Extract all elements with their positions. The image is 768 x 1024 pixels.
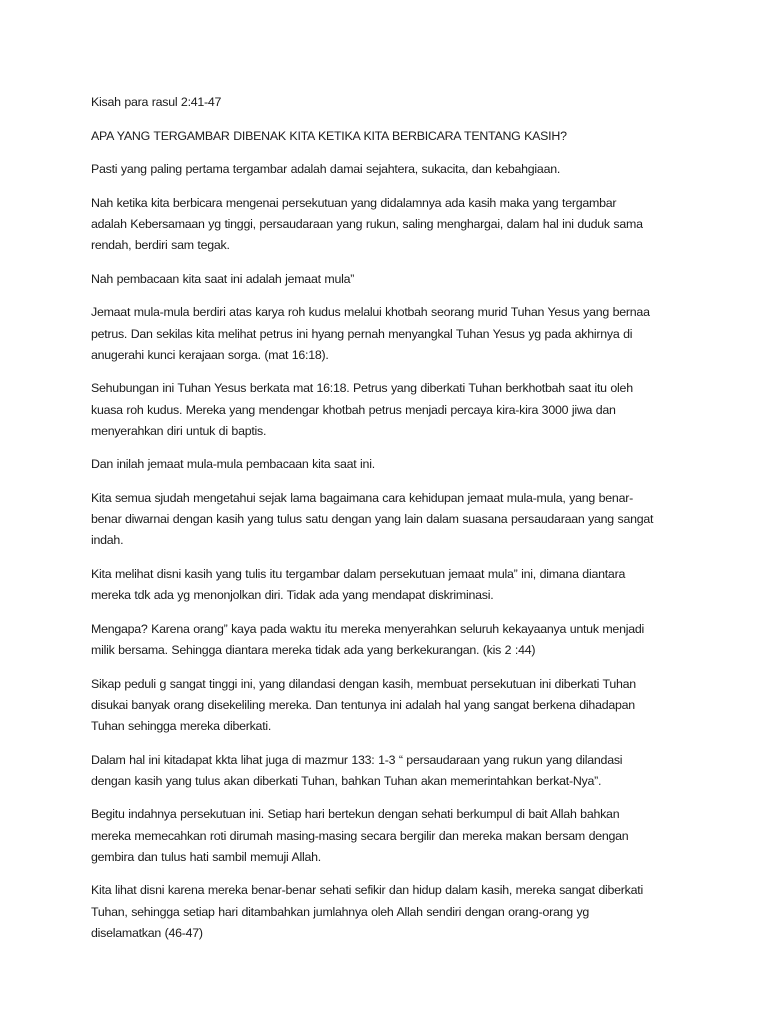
text-line: APA YANG TERGAMBAR DIBENAK KITA KETIKA KITA BERBICARA TENTANG KASIH? bbox=[91, 128, 567, 143]
text-line: Sikap peduli g sangat tinggi ini, yang dilandasi dengan kasih, membuat persekutuan ini diberkati Tuhan bbox=[91, 676, 636, 691]
text-line: Tuhan sehingga mereka diberkati. bbox=[91, 718, 272, 733]
paragraph bbox=[91, 378, 691, 442]
document-body bbox=[91, 92, 691, 956]
text-line: Nah pembacaan kita saat ini adalah jemaat mula” bbox=[91, 271, 355, 286]
text-line: diselamatkan (46-47) bbox=[91, 925, 203, 940]
text-line: Kisah para rasul 2:41-47 bbox=[91, 95, 222, 109]
paragraph bbox=[91, 619, 691, 661]
text-line: milik bersama. Sehingga diantara mereka tidak ada yang berkekurangan. (kis 2 :44) bbox=[91, 642, 536, 657]
paragraph bbox=[91, 92, 691, 113]
paragraph bbox=[91, 269, 691, 290]
text-line: gembira dan tulus hati sambil memuji Allah. bbox=[91, 849, 321, 864]
text-line: Dan inilah jemaat mula-mula pembacaan kita saat ini. bbox=[91, 457, 375, 472]
text-line: rendah, berdiri sam tegak. bbox=[91, 238, 230, 253]
text-line: anugerahi kunci kerajaan sorga. (mat 16:18). bbox=[91, 347, 329, 362]
text-line: mereka tdk ada yg menonjolkan diri. Tidak ada yang mendapat diskriminasi. bbox=[91, 588, 494, 603]
paragraph bbox=[91, 750, 691, 792]
text-line: benar diwarnai dengan kasih yang tulus satu dengan yang lain dalam suasana persaudaraan yang sangat bbox=[91, 512, 654, 527]
text-line: petrus. Dan sekilas kita melihat petrus ini hyang pernah menyangkal Tuhan Yesus yg pada akhirnya di bbox=[91, 326, 633, 341]
text-line: Mengapa? Karena orang” kaya pada waktu itu mereka menyerahkan seluruh kekayaanya untuk menjadi bbox=[91, 621, 644, 636]
text-line: Pasti yang paling pertama tergambar adalah damai sejahtera, sukacita, dan kebahgiaan. bbox=[91, 162, 561, 177]
text-line: Sehubungan ini Tuhan Yesus berkata mat 16:18. Petrus yang diberkati Tuhan berkhotbah saat itu oleh bbox=[91, 381, 633, 396]
text-line: Kita melihat disni kasih yang tulis itu tergambar dalam persekutuan jemaat mula” ini, dimana diantara bbox=[91, 566, 626, 581]
paragraph bbox=[91, 880, 691, 944]
paragraph bbox=[91, 674, 691, 738]
paragraph bbox=[91, 804, 691, 868]
paragraph bbox=[91, 564, 691, 606]
text-line: Kita semua sjudah mengetahui sejak lama bagaimana cara kehidupan jemaat mula-mula, yang benar- bbox=[91, 490, 633, 505]
text-line: Jemaat mula-mula berdiri atas karya roh kudus melalui khotbah seorang murid Tuhan Yesus yang bernaa bbox=[91, 305, 650, 320]
text-line: disukai banyak orang disekeliling mereka. Dan tentunya ini adalah hal yang sangat berkena dihadapan bbox=[91, 697, 635, 712]
text-line: Dalam hal ini kitadapat kkta lihat juga di mazmur 133: 1-3 “ persaudaraan yang rukun yang dilandasi bbox=[91, 752, 623, 767]
paragraph bbox=[91, 126, 691, 147]
text-line: menyerahkan diri untuk di baptis. bbox=[91, 423, 267, 438]
paragraph bbox=[91, 159, 691, 180]
paragraph bbox=[91, 193, 691, 257]
text-line: Kita lihat disni karena mereka benar-benar sehati sefikir dan hidup dalam kasih, mereka sangat diberkati bbox=[91, 883, 643, 898]
text-line: Begitu indahnya persekutuan ini. Setiap hari bertekun dengan sehati berkumpul di bait Allah bahkan bbox=[91, 807, 620, 822]
text-line: adalah Kebersamaan yg tinggi, persaudaraan yang rukun, saling menghargai, dalam hal ini duduk sama bbox=[91, 216, 643, 231]
paragraph bbox=[91, 454, 691, 475]
text-line: dengan kasih yang tulus akan diberkati Tuhan, bahkan Tuhan akan memerintahkan berkat-Nya”. bbox=[91, 773, 602, 788]
text-line: mereka memecahkan roti dirumah masing-masing secara bergilir dan mereka makan bersam dengan bbox=[91, 828, 629, 843]
paragraph bbox=[91, 488, 691, 552]
text-line: Tuhan, sehingga setiap hari ditambahkan jumlahnya oleh Allah sendiri dengan orang-orang yg bbox=[91, 904, 590, 919]
paragraph bbox=[91, 302, 691, 366]
text-line: indah. bbox=[91, 533, 124, 548]
text-line: Nah ketika kita berbicara mengenai persekutuan yang didalamnya ada kasih maka yang tergambar bbox=[91, 195, 617, 210]
text-line: kuasa roh kudus. Mereka yang mendengar khotbah petrus menjadi percaya kira-kira 3000 jiwa dan bbox=[91, 402, 616, 417]
